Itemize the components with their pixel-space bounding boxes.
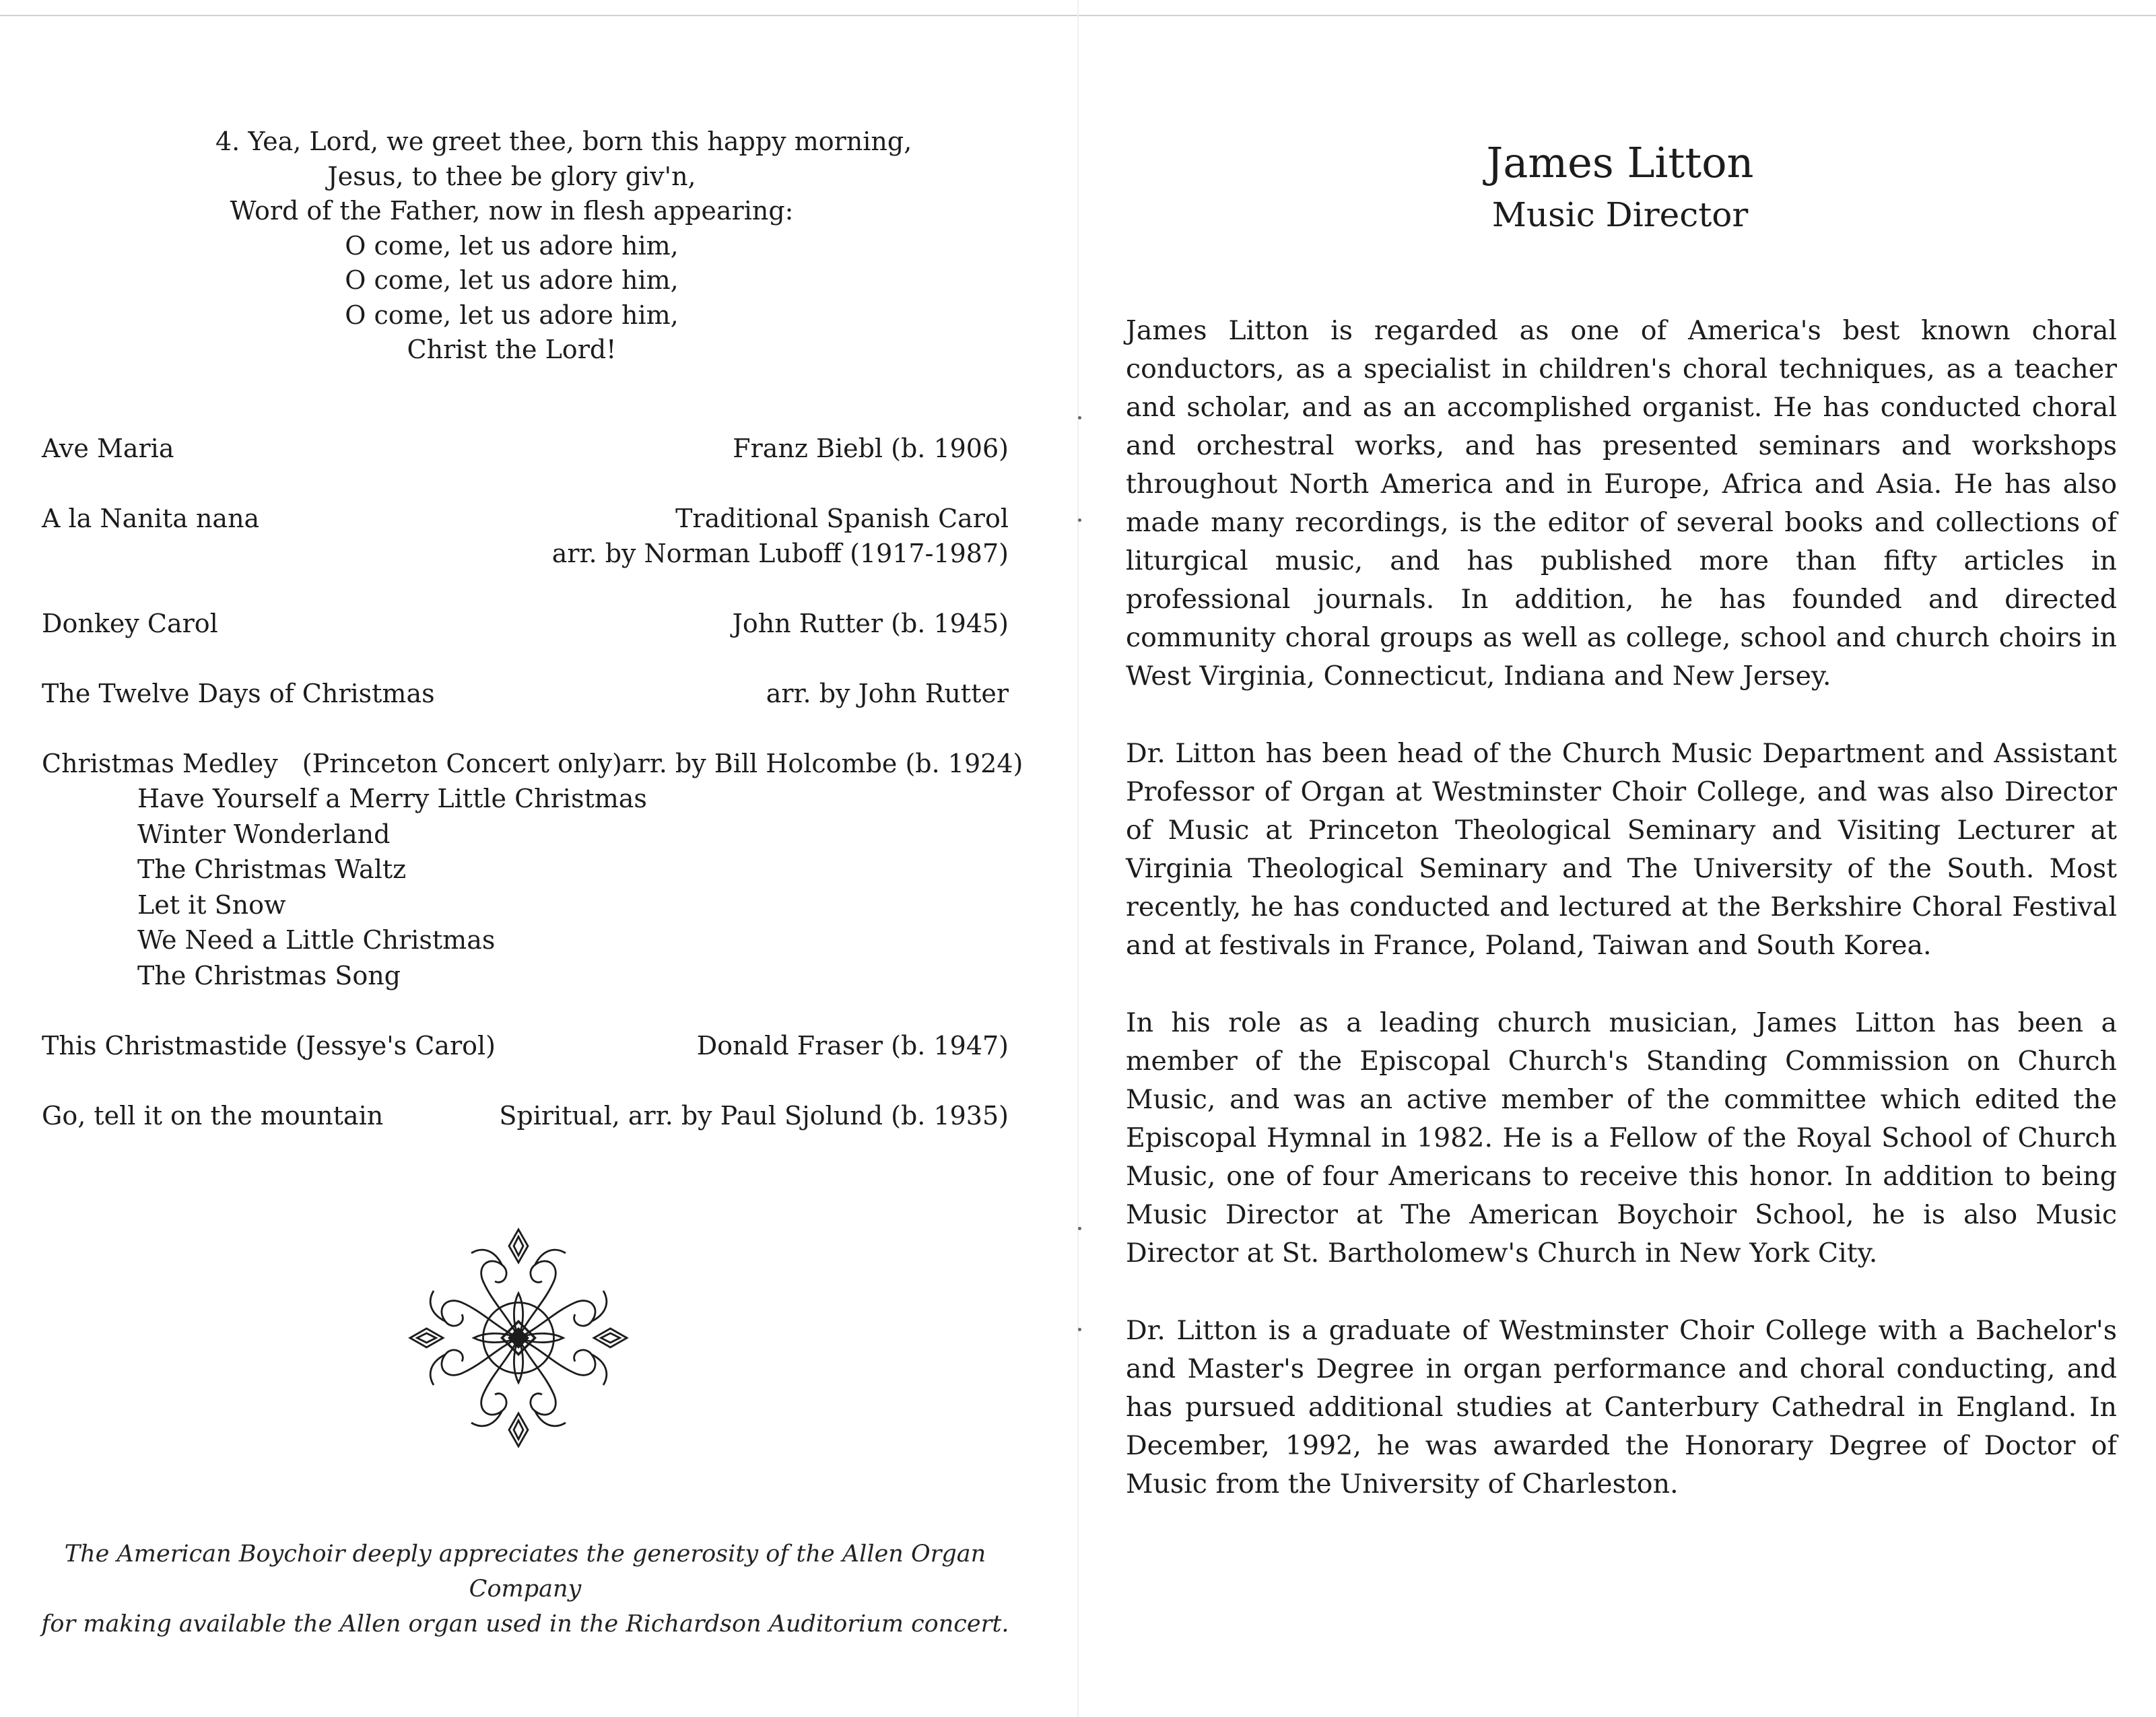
program-item (42, 746, 1023, 993)
medley-song: Have Yourself a Merry Little Christmas (137, 784, 647, 813)
program-item (42, 1028, 1009, 1063)
piece-composer: Traditional Spanish Carol (675, 504, 1009, 533)
program-item (42, 501, 1009, 571)
hymn-line: O come, let us adore him, (345, 300, 679, 330)
bio-paragraph: Dr. Litton has been head of the Church Music Department and Assistant Professor of Organ at Westminster Choir College, and was also Director of Music at Princeton Theological Seminary and Visiting Lecturer at Virginia Theological Seminary and The University of the South. Most recently, he has conducted and lectured at the Berkshire Choral Festival and at festivals in France, Poland, Taiwan and South Korea. (1126, 738, 2117, 961)
medley-song: The Christmas Song (137, 960, 401, 990)
piece-note: (Princeton Concert only) (302, 749, 622, 778)
piece-title: The Twelve Days of Christmas (42, 679, 435, 708)
program-item (42, 431, 1009, 466)
binding-mark (1078, 1328, 1081, 1331)
binding-mark (1078, 518, 1081, 522)
piece-composer: arr. by John Rutter (766, 679, 1009, 708)
program-item (42, 606, 1009, 641)
piece-composer: arr. by Bill Holcombe (b. 1924) (621, 749, 1023, 778)
piece-title: Ave Maria (42, 434, 174, 463)
medley-song: Let it Snow (137, 889, 286, 920)
piece-composer: John Rutter (b. 1945) (732, 609, 1009, 638)
piece-composer: Franz Biebl (b. 1906) (733, 434, 1009, 463)
program-list (42, 431, 1023, 1133)
director-name: James Litton (1486, 138, 1754, 187)
hymn-line: Jesus, to thee be glory giv'n, (327, 161, 696, 191)
medley-song: The Christmas Waltz (137, 854, 407, 884)
piece-title: Christmas Medley (Princeton Concert only) (42, 749, 622, 778)
binding-mark (1078, 416, 1081, 419)
bio-paragraph: Dr. Litton is a graduate of Westminster Choir College with a Bachelor's and Master's Degree in organ performance and choral conducting, and has pursued additional studies at Canterbury Cathedral in England. In December, 1992, he was awarded the Honorary Degree of Doctor of Music from the University of Charleston. (1126, 1315, 2117, 1500)
hymn-verse (215, 125, 912, 368)
program-item (42, 676, 1009, 711)
program-item (42, 1098, 1009, 1133)
acknowledgement-note (40, 1537, 1010, 1642)
piece-title: This Christmastide (Jessye's Carol) (42, 1031, 496, 1060)
acknowledgement-line: for making available the Allen organ used in the Richardson Auditorium concert. (41, 1611, 1009, 1638)
hymn-line: O come, let us adore him, (345, 265, 679, 295)
director-biography (1126, 312, 2117, 1543)
piece-arranger: arr. by Norman Luboff (1917-1987) (551, 539, 1009, 568)
bio-paragraph: In his role as a leading church musician, James Litton has been a member of the Episcopal Church's Standing Commission on Church Music, and was an active member of the committee which edited the Episcopal Hymnal in 1982. He is a Fellow of the Royal School of Church Music, one of four Americans to receive this honor. In addition to being Music Director at The American Boychoir School, he is also Music Director at St. Bartholomew's Church in New York City. (1126, 1007, 2117, 1269)
piece-composer: Spiritual, arr. by Paul Sjolund (b. 1935) (499, 1101, 1009, 1131)
hymn-line: Word of the Father, now in flesh appearing: (230, 196, 794, 226)
hymn-line: O come, let us adore him, (345, 230, 679, 261)
piece-composer: Donald Fraser (b. 1947) (696, 1031, 1009, 1060)
snowflake-ornament-icon (401, 1220, 636, 1456)
director-role: Music Director (1491, 195, 1749, 234)
piece-title: Go, tell it on the mountain (42, 1101, 384, 1131)
acknowledgement-line: The American Boychoir deeply appreciates the generosity of the Allen Organ Company (64, 1541, 986, 1603)
binding-mark (1078, 1227, 1081, 1230)
bio-paragraph: James Litton is regarded as one of America's best known choral conductors, as a specialist in children's choral techniques, as a teacher and scholar, and as an accomplished organist. He has conducted choral and orchestral works, and has presented seminars and workshops throughout North America and in Europe, Africa and Asia. He has also made many recordings, is the editor of several books and collections of liturgical music, and has published more than fifty articles in professional journals. In addition, he has founded and directed community choral groups as well as college, school and church choirs in West Virginia, Connecticut, Indiana and New Jersey. (1126, 315, 2117, 692)
medley-song: We Need a Little Christmas (137, 925, 496, 955)
hymn-line: Christ the Lord! (407, 335, 617, 364)
medley-song: Winter Wonderland (137, 819, 391, 849)
piece-title: A la Nanita nana (42, 504, 260, 533)
piece-title: Donkey Carol (42, 609, 218, 638)
hymn-line: 4. Yea, Lord, we greet thee, born this happy morning, (215, 127, 912, 156)
